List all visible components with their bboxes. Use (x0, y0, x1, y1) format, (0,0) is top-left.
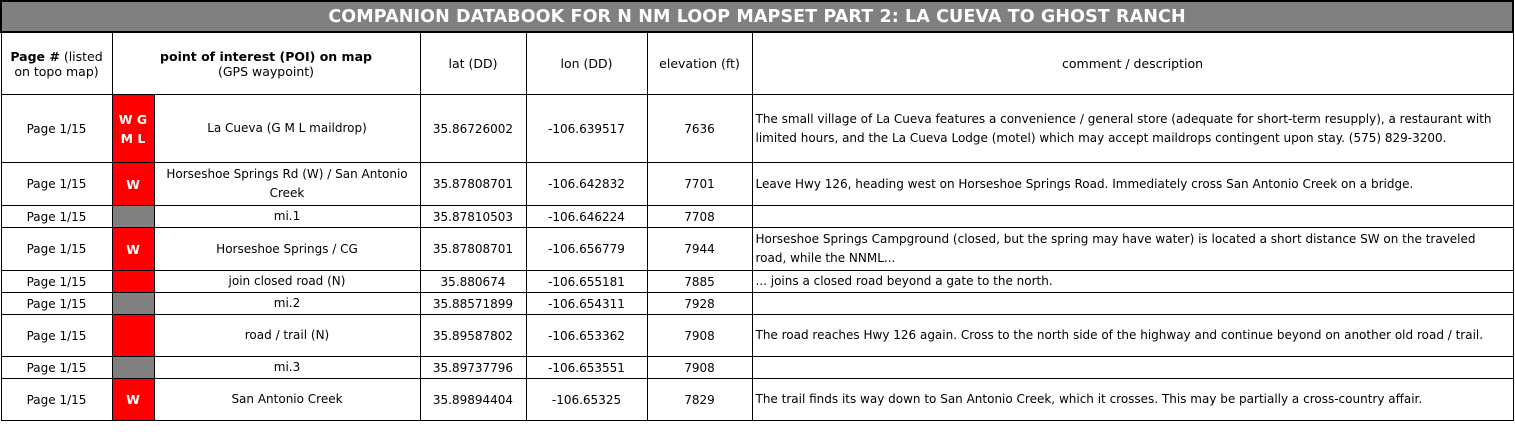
cell-flag (112, 271, 154, 293)
cell-lat: 35.87810503 (420, 206, 526, 228)
table-row (1, 315, 1513, 357)
cell-flag: W (112, 379, 154, 421)
cell-comment: The road reaches Hwy 126 again. Cross to the north side of the highway and continue beyond on another old road / trail. (752, 315, 1513, 357)
cell-page: Page 1/15 (1, 271, 112, 293)
cell-comment (752, 206, 1513, 228)
cell-poi: mi.2 (154, 293, 420, 315)
cell-lon: -106.656779 (526, 228, 647, 271)
cell-comment: The small village of La Cueva features a convenience / general store (adequate for short-term resupply), a restaurant with limited hours, and the La Cueva Lodge (motel) which may accept maildrops contingent upon stay. (575) 829-3200. (752, 95, 1513, 163)
cell-poi: join closed road (N) (154, 271, 420, 293)
cell-flag (112, 293, 154, 315)
cell-lon: -106.65325 (526, 379, 647, 421)
cell-elevation: 7908 (647, 357, 752, 379)
cell-lon: -106.653362 (526, 315, 647, 357)
cell-lat: 35.88571899 (420, 293, 526, 315)
header-page-note: (listed on topo map) (14, 48, 103, 79)
cell-poi: mi.3 (154, 357, 420, 379)
table-row (1, 293, 1513, 315)
cell-lat: 35.86726002 (420, 95, 526, 163)
cell-page: Page 1/15 (1, 95, 112, 163)
cell-lat: 35.880674 (420, 271, 526, 293)
cell-elevation: 7829 (647, 379, 752, 421)
cell-lon: -106.642832 (526, 163, 647, 206)
cell-lon: -106.653551 (526, 357, 647, 379)
cell-page: Page 1/15 (1, 228, 112, 271)
header-poi-note: (GPS waypoint) (217, 63, 315, 79)
header-lon: lon (DD) (526, 32, 647, 95)
cell-poi: La Cueva (G M L maildrop) (154, 95, 420, 163)
table-row (1, 271, 1513, 293)
cell-page: Page 1/15 (1, 206, 112, 228)
cell-lon: -106.655181 (526, 271, 647, 293)
cell-flag: W G M L (112, 95, 154, 163)
cell-comment: The trail finds its way down to San Antonio Creek, which it crosses. This may be partially a cross-country affair. (752, 379, 1513, 421)
cell-lon: -106.646224 (526, 206, 647, 228)
cell-lat: 35.87808701 (420, 228, 526, 271)
title-row (1, 1, 1513, 32)
cell-poi: San Antonio Creek (154, 379, 420, 421)
cell-lon: -106.639517 (526, 95, 647, 163)
cell-poi: Horseshoe Springs / CG (154, 228, 420, 271)
cell-comment: ... joins a closed road beyond a gate to the north. (752, 271, 1513, 293)
cell-page: Page 1/15 (1, 315, 112, 357)
header-elevation: elevation (ft) (647, 32, 752, 95)
cell-page: Page 1/15 (1, 379, 112, 421)
cell-flag: W (112, 228, 154, 271)
cell-comment (752, 357, 1513, 379)
header-comment: comment / description (752, 32, 1513, 95)
cell-poi: Horseshoe Springs Rd (W) / San Antonio Creek (154, 163, 420, 206)
cell-elevation: 7908 (647, 315, 752, 357)
cell-elevation: 7944 (647, 228, 752, 271)
cell-page: Page 1/15 (1, 293, 112, 315)
cell-lon: -106.654311 (526, 293, 647, 315)
cell-poi: mi.1 (154, 206, 420, 228)
cell-elevation: 7708 (647, 206, 752, 228)
cell-poi: road / trail (N) (154, 315, 420, 357)
cell-lat: 35.89894404 (420, 379, 526, 421)
cell-flag (112, 357, 154, 379)
table-row (1, 163, 1513, 206)
table-row (1, 95, 1513, 163)
cell-lat: 35.89587802 (420, 315, 526, 357)
cell-elevation: 7701 (647, 163, 752, 206)
cell-comment: Leave Hwy 126, heading west on Horseshoe Springs Road. Immediately cross San Antonio Creek on a bridge. (752, 163, 1513, 206)
cell-elevation: 7636 (647, 95, 752, 163)
header-poi (112, 32, 420, 95)
header-page (1, 32, 112, 95)
cell-flag (112, 206, 154, 228)
cell-comment: Horseshoe Springs Campground (closed, but the spring may have water) is located a short distance SW on the traveled road, while the NNML... (752, 228, 1513, 271)
cell-elevation: 7928 (647, 293, 752, 315)
cell-comment (752, 293, 1513, 315)
table-row (1, 206, 1513, 228)
cell-page: Page 1/15 (1, 357, 112, 379)
cell-lat: 35.89737796 (420, 357, 526, 379)
cell-flag: W (112, 163, 154, 206)
header-lat: lat (DD) (420, 32, 526, 95)
cell-elevation: 7885 (647, 271, 752, 293)
cell-flag (112, 315, 154, 357)
header-page-label: Page # (10, 48, 60, 64)
cell-lat: 35.87808701 (420, 163, 526, 206)
table-row (1, 228, 1513, 271)
table-title: COMPANION DATABOOK FOR N NM LOOP MAPSET PART 2: LA CUEVA TO GHOST RANCH (1, 1, 1513, 32)
header-row (1, 32, 1513, 95)
header-poi-label: point of interest (POI) on map (160, 48, 372, 64)
table-row (1, 357, 1513, 379)
table-row (1, 379, 1513, 421)
cell-page: Page 1/15 (1, 163, 112, 206)
